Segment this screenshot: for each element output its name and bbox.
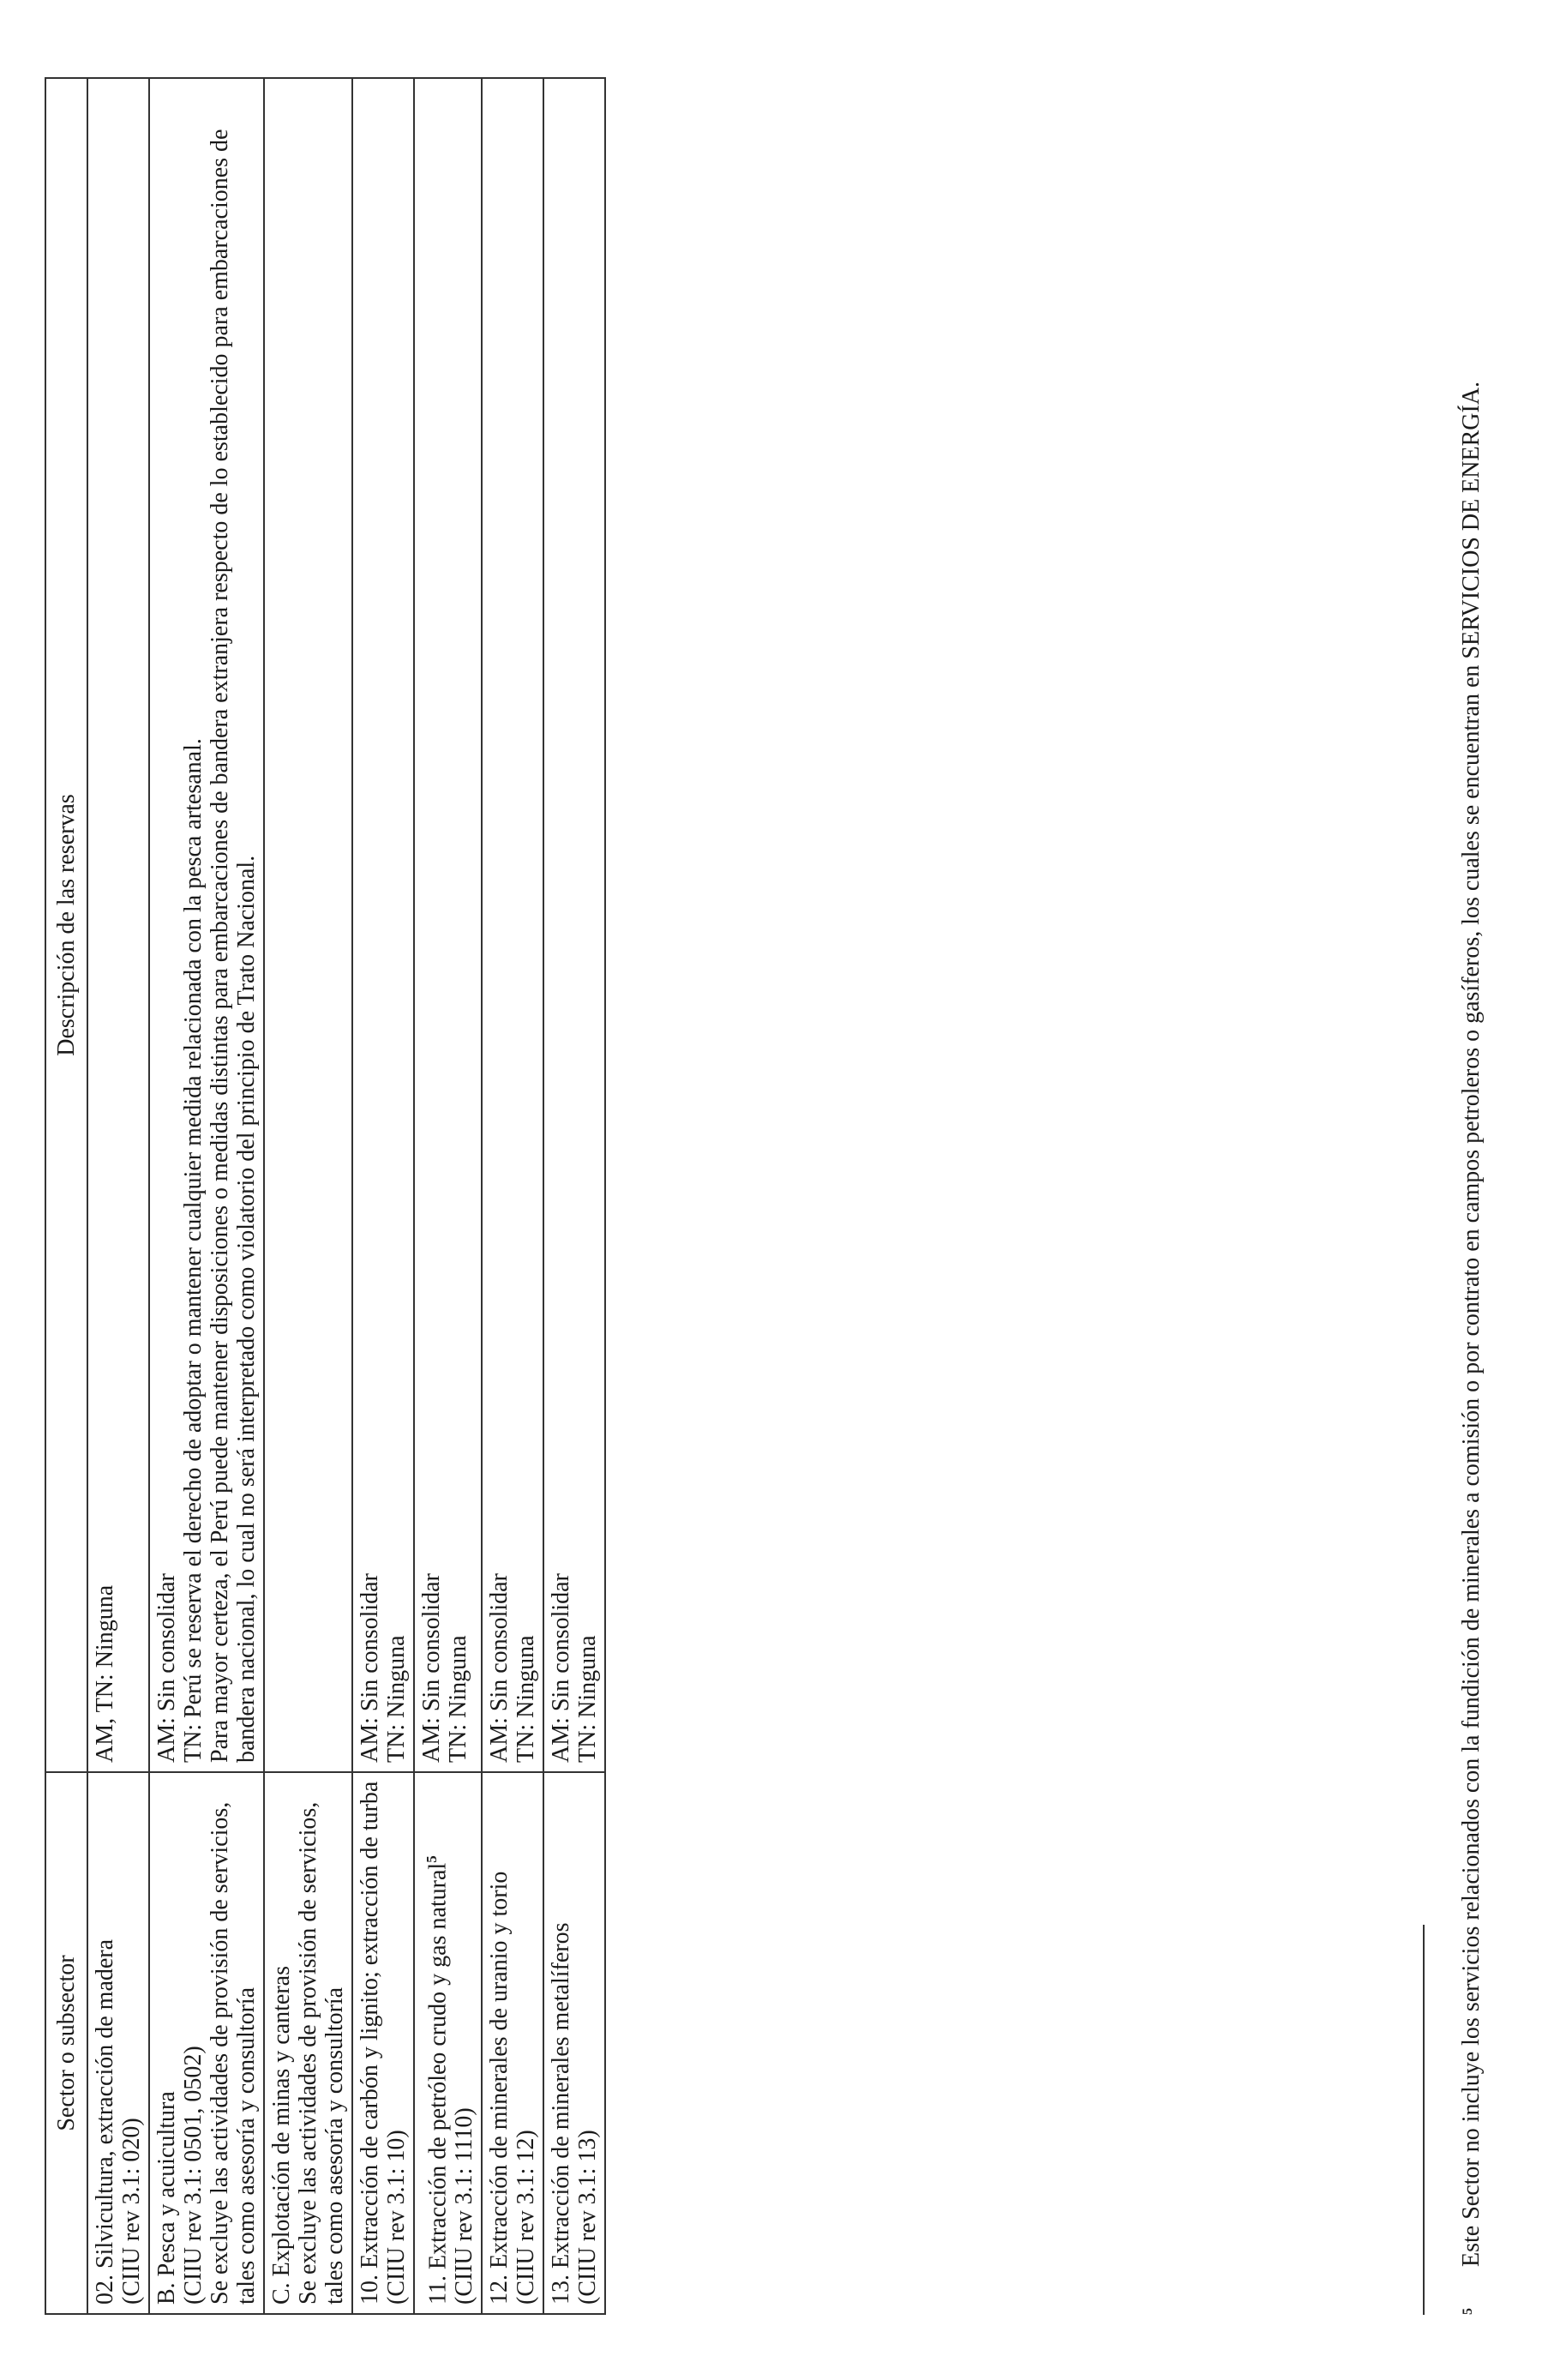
- table-header-row: [45, 78, 87, 2314]
- description-cell: AM: Sin consolidar TN: Ninguna: [543, 78, 605, 1772]
- sector-cell: 13. Extracción de minerales metalíferos (CIIU rev 3.1: 13): [543, 1772, 605, 2314]
- description-cell: AM: Sin consolidar TN: Ninguna: [352, 78, 414, 1772]
- table-row: [414, 78, 482, 2314]
- sector-cell: C. Explotación de minas y canteras Se excluye las actividades de provisión de servicios, tales como asesoría y consultoría: [264, 1772, 352, 2314]
- reservations-table: [45, 77, 606, 2315]
- table-row: [87, 78, 149, 2314]
- footnote-ref: 5: [423, 1855, 440, 1863]
- description-cell: [264, 78, 352, 1772]
- footnote-number: 5: [1461, 2308, 1475, 2315]
- description-cell: AM: Sin consolidar TN: Ninguna: [482, 78, 543, 1772]
- description-cell: AM: Sin consolidar TN: Ninguna: [414, 78, 482, 1772]
- sector-cell: 12. Extracción de minerales de uranio y torio (CIIU rev 3.1: 12): [482, 1772, 543, 2314]
- header-description: Descripción de las reservas: [45, 78, 87, 1772]
- table-row: [543, 78, 605, 2314]
- table-row: [264, 78, 352, 2314]
- sector-cell: 02. Silvicultura, extracción de madera (CIIU rev 3.1: 020): [87, 1772, 149, 2314]
- description-cell: AM: Sin consolidar TN: Perú se reserva el derecho de adoptar o mantener cualquier medida relacionada con la pesca artesanal. Para mayor certeza, el Perú puede mantener disposiciones o medidas distintas para embarcaciones de bandera extranjera respecto de lo establecido para embarcaciones de bandera nacional, lo cual no será interpretado como violatorio del principio de Trato Nacional.: [149, 78, 264, 1772]
- sector-cell: [414, 1772, 482, 2314]
- sector-cell: 10. Extracción de carbón y lignito; extracción de turba (CIIU rev 3.1: 10): [352, 1772, 414, 2314]
- table-row: [482, 78, 543, 2314]
- sector-cell: B. Pesca y acuicultura (CIIU rev 3.1: 0501, 0502) Se excluye las actividades de provisión de servicios, tales como asesoría y consultoría: [149, 1772, 264, 2314]
- footnote-text: Este Sector no incluye los servicios relacionados con la fundición de minerales a comisión o por contrato en campos petroleros o gasíferos, los cuales se encuentran en SERVICIOS DE ENERGÍA.: [1458, 381, 1485, 2267]
- footnote-divider: [1423, 1925, 1425, 2315]
- sector-code-text: (CIIU rev 3.1: 1110): [451, 2107, 478, 2305]
- description-cell: AM, TN: Ninguna: [87, 78, 149, 1772]
- table-row: [149, 78, 264, 2314]
- sector-main-text: 11. Extracción de petróleo crudo y gas natural: [424, 1862, 452, 2305]
- table-row: [352, 78, 414, 2314]
- header-sector: Sector o subsector: [45, 1772, 87, 2314]
